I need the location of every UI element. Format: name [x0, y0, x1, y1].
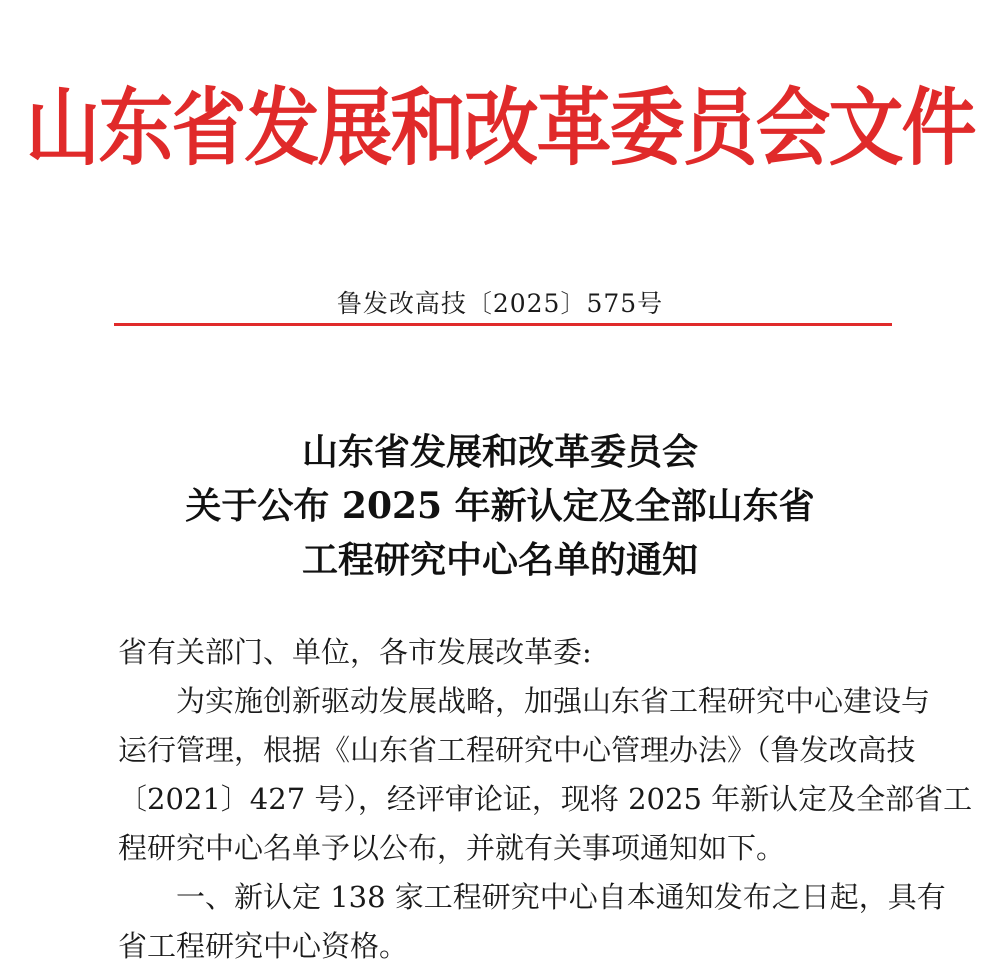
- document-number: 鲁发改高技〔2025〕575号: [336, 289, 664, 318]
- notice-title-line-1: 山东省发展和改革委员会: [301, 431, 698, 473]
- paragraph-1-line-4: 程研究中心名单予以公布，并就有关事项通知如下。: [118, 831, 786, 865]
- red-divider-line: [114, 323, 892, 326]
- masthead-title: 山东省发展和改革委员会文件: [25, 78, 975, 178]
- notice-title-line-3: 工程研究中心名单的通知: [301, 539, 698, 581]
- paragraph-2-line-1: 一、新认定 138 家工程研究中心自本通知发布之日起，具有: [176, 880, 946, 914]
- paragraph-1-line-1: 为实施创新驱动发展战略，加强山东省工程研究中心建设与: [176, 684, 931, 718]
- paragraph-2-line-2: 省工程研究中心资格。: [118, 929, 409, 963]
- salutation: 省有关部门、单位，各市发展改革委:: [118, 635, 592, 669]
- paragraph-1-line-2: 运行管理，根据《山东省工程研究中心管理办法》（鲁发改高技: [118, 733, 916, 767]
- paragraph-1-line-3: 〔2021〕427 号），经评审论证，现将 2025 年新认定及全部省工: [118, 782, 973, 816]
- notice-title-line-2: 关于公布 2025 年新认定及全部山东省: [185, 485, 815, 527]
